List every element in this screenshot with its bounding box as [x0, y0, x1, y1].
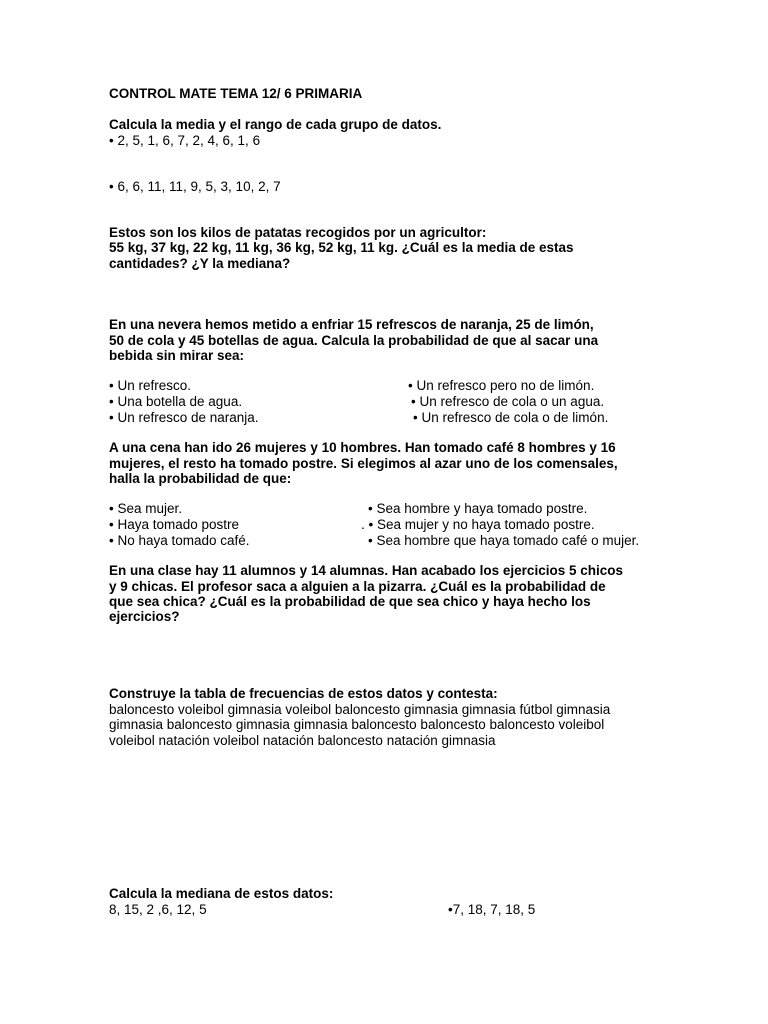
q7-data-set-b: •7, 18, 7, 18, 5 — [448, 902, 536, 917]
q6-statement: Construye la tabla de frecuencias de estos datos y contesta: — [109, 686, 498, 701]
q5-line: y 9 chicas. El profesor saca a alguien a la pizarra. ¿Cuál es la probabilidad de — [109, 579, 606, 594]
q3-option-right: • Un refresco de cola o de limón. — [413, 410, 609, 425]
q1-statement: Calcula la media y el rango de cada grupo de datos. — [109, 117, 442, 132]
q5-line: ejercicios? — [109, 609, 180, 624]
q4-option-left: • No haya tomado café. — [109, 533, 250, 548]
q3-option-left: • Una botella de agua. — [109, 394, 243, 409]
q1-data-set-a: • 2, 5, 1, 6, 7, 2, 4, 6, 1, 6 — [109, 133, 261, 148]
q4-option-left: • Sea mujer. — [109, 501, 183, 516]
q7-data-set-a: 8, 15, 2 ,6, 12, 5 — [109, 902, 207, 917]
q5-line: En una clase hay 11 alumnos y 14 alumnas. Han acabado los ejercicios 5 chicos — [109, 563, 623, 578]
q1-data-set-b: • 6, 6, 11, 11, 9, 5, 3, 10, 2, 7 — [109, 179, 281, 194]
q4-option-right: . • Sea mujer y no haya tomado postre. — [361, 517, 595, 532]
q4-option-right: • Sea hombre que haya tomado café o mujer. — [368, 533, 640, 548]
q4-option-right: • Sea hombre y haya tomado postre. — [368, 501, 588, 516]
q7-statement: Calcula la mediana de estos datos: — [109, 886, 334, 901]
q6-data-line: gimnasia baloncesto gimnasia gimnasia baloncesto baloncesto baloncesto voleibol — [109, 717, 605, 732]
q2-line: 55 kg, 37 kg, 22 kg, 11 kg, 36 kg, 52 kg, 11 kg. ¿Cuál es la media de estas — [109, 240, 574, 255]
q3-line: En una nevera hemos metido a enfriar 15 refrescos de naranja, 25 de limón, — [109, 317, 594, 332]
q2-line: Estos son los kilos de patatas recogidos por un agricultor: — [109, 225, 487, 240]
worksheet-title: CONTROL MATE TEMA 12/ 6 PRIMARIA — [109, 86, 363, 101]
q4-line: halla la probabilidad de que: — [109, 471, 292, 486]
q5-line: que sea chica? ¿Cuál es la probabilidad de que sea chico y haya hecho los — [109, 594, 591, 609]
q3-option-right: • Un refresco de cola o un agua. — [411, 394, 605, 409]
q3-option-left: • Un refresco. — [109, 378, 192, 393]
q3-line: 50 de cola y 45 botellas de agua. Calcula la probabilidad de que al sacar una — [109, 333, 599, 348]
q6-data-line: baloncesto voleibol gimnasia voleibol baloncesto gimnasia gimnasia fútbol gimnasia — [109, 702, 611, 717]
q4-line: A una cena han ido 26 mujeres y 10 hombres. Han tomado café 8 hombres y 16 — [109, 440, 616, 455]
q6-data-line: voleibol natación voleibol natación baloncesto natación gimnasia — [109, 733, 496, 748]
q4-line: mujeres, el resto ha tomado postre. Si elegimos al azar uno de los comensales, — [109, 456, 618, 471]
q4-option-left: • Haya tomado postre — [109, 517, 240, 532]
q2-line: cantidades? ¿Y la mediana? — [109, 256, 291, 271]
q3-option-right: • Un refresco pero no de limón. — [408, 378, 595, 393]
q3-line: bebida sin mirar sea: — [109, 348, 245, 363]
q3-option-left: • Un refresco de naranja. — [109, 410, 259, 425]
